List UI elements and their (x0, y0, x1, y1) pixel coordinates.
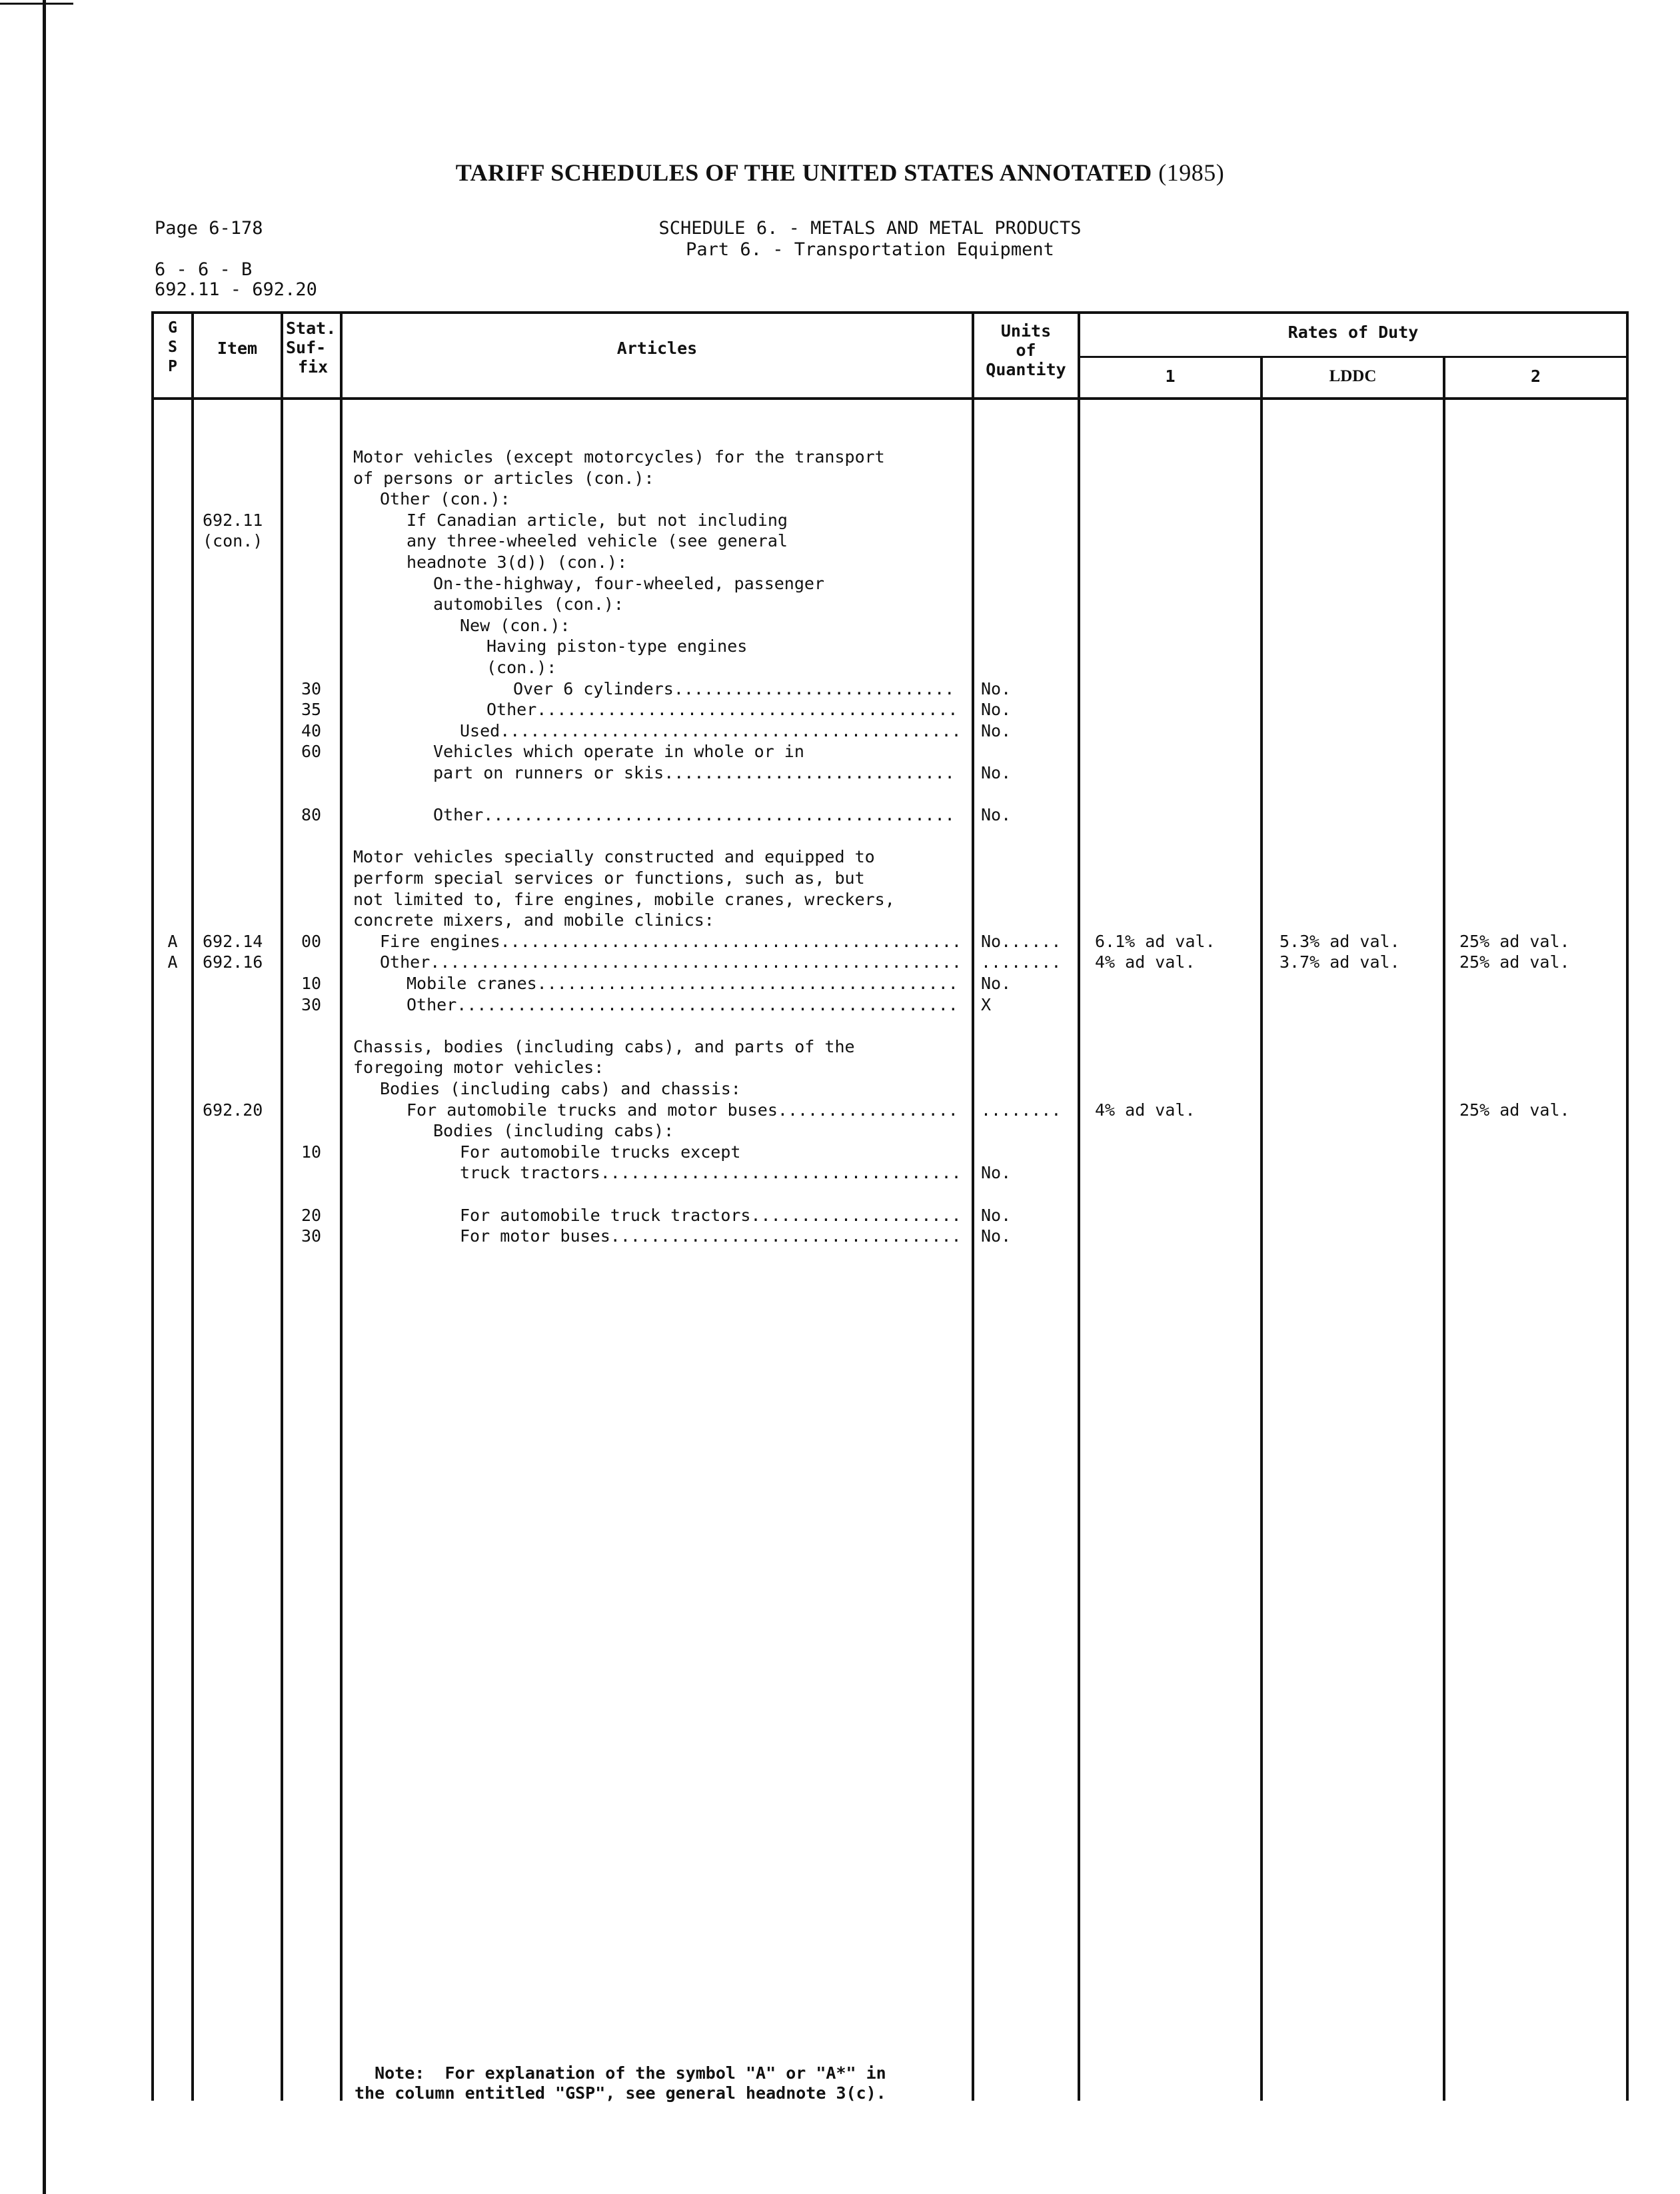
header-rate-col2: 2 (1530, 367, 1541, 386)
article-text: of persons or articles (con.): (353, 469, 654, 488)
article-text: Other (380, 952, 430, 972)
header-rate-col1: 1 (1165, 367, 1176, 386)
article-description (433, 574, 958, 594)
header-stat-line2: Suf- (286, 338, 327, 357)
header-units-line3: Quantity (986, 360, 1066, 379)
article-text: Other (407, 995, 457, 1014)
article-description (486, 658, 958, 678)
col-line-4 (972, 311, 974, 2101)
units-cell: No. (981, 1206, 1012, 1225)
article-text: Motor vehicles specially constructed and equipped to (353, 847, 875, 866)
header-units (974, 321, 1078, 379)
title-year: (1985) (1158, 159, 1225, 186)
note-line-1: Note: For explanation of the symbol "A" or "A*" in (355, 2063, 886, 2083)
article-text: For automobile trucks and motor buses (407, 1100, 778, 1120)
units-cell: No. (981, 805, 1012, 824)
header-bottom-border (151, 397, 1629, 400)
article-text: Chassis, bodies (including cabs), and parts of the (353, 1037, 855, 1056)
article-description (380, 1079, 958, 1099)
article-text: Mobile cranes (407, 974, 537, 993)
stat-suffix-cell: 40 (301, 721, 322, 740)
rate-col1-cell: 4% ad val. (1095, 1100, 1196, 1120)
dot-leader (536, 700, 958, 719)
article-description (407, 531, 958, 551)
article-description (460, 721, 958, 741)
article-text: (con.): (486, 658, 557, 677)
article-description (353, 847, 958, 867)
article-description (407, 1100, 958, 1120)
units-cell: X (981, 995, 992, 1014)
note-line-2: the column entitled "GSP", see general headnote 3(c). (355, 2083, 886, 2103)
units-cell: No. (981, 974, 1012, 993)
article-text: New (con.): (460, 616, 570, 635)
page-title (0, 159, 1680, 187)
col-line-2 (281, 311, 283, 2101)
article-text: Fire engines (380, 932, 500, 951)
gsp-cell: A (167, 952, 178, 972)
article-text: Motor vehicles (except motorcycles) for the transport (353, 447, 885, 467)
dot-leader (610, 1226, 958, 1246)
article-description (433, 805, 958, 825)
article-text: Used (460, 721, 500, 740)
article-description (433, 742, 958, 762)
dot-leader (600, 1163, 958, 1182)
header-gsp-p: P (168, 358, 177, 375)
stat-suffix-cell: 10 (301, 1142, 322, 1162)
article-description (433, 763, 958, 783)
rate-col1-cell: 4% ad val. (1095, 952, 1196, 972)
item-range: 692.11 - 692.20 (155, 279, 317, 300)
col-line-3 (340, 311, 343, 2101)
col-line-5 (1078, 311, 1080, 2101)
article-description (460, 1226, 958, 1246)
article-text: foregoing motor vehicles: (353, 1058, 604, 1077)
col-line-1 (191, 311, 194, 2101)
article-text: For automobile truck tractors (460, 1206, 751, 1225)
schedule-ref: 6 - 6 - B (155, 259, 253, 280)
article-description (353, 868, 958, 888)
article-description (460, 616, 958, 636)
units-cell: No. (981, 700, 1012, 719)
article-description (407, 995, 958, 1015)
dot-leader (500, 932, 958, 951)
stat-suffix-cell: 60 (301, 742, 322, 761)
header-units-line2: of (1016, 341, 1036, 360)
header-stat-suffix (283, 319, 343, 377)
header-item: Item (217, 339, 258, 358)
article-description (407, 511, 958, 531)
header-rates-of-duty: Rates of Duty (1287, 323, 1419, 342)
dot-leader (483, 805, 958, 824)
article-description (353, 890, 958, 910)
dot-leader (674, 679, 958, 698)
article-text: automobiles (con.): (433, 594, 624, 614)
article-description (353, 1037, 958, 1057)
item-cell: 692.16 (203, 952, 263, 972)
item-cell: 692.14 (203, 932, 263, 951)
units-cell: No. (981, 679, 1012, 698)
article-text: Over 6 cylinders (513, 679, 674, 698)
stat-suffix-cell: 30 (301, 679, 322, 698)
rate-col1-cell: 6.1% ad val. (1095, 932, 1216, 951)
page-number: Page 6-178 (155, 218, 263, 239)
article-description (407, 552, 958, 572)
article-description (513, 679, 958, 699)
stat-suffix-cell: 20 (301, 1206, 322, 1225)
part-title: Part 6. - Transportation Equipment (686, 239, 1054, 260)
stat-suffix-cell: 30 (301, 1226, 322, 1246)
binding-edge-line (43, 0, 46, 2194)
dot-leader (456, 995, 958, 1014)
article-description (353, 469, 958, 489)
units-cell: No. (981, 763, 1012, 782)
article-text: Bodies (including cabs): (433, 1121, 674, 1140)
rate-col2-cell: 25% ad val. (1459, 952, 1570, 972)
col-line-7 (1443, 356, 1445, 2101)
article-text: perform special services or functions, such as, but (353, 868, 865, 888)
dot-leader (751, 1206, 959, 1225)
header-articles: Articles (616, 339, 698, 358)
article-text: On-the-highway, four-wheeled, passenger (433, 574, 824, 593)
units-cell: ........ (981, 1100, 1062, 1120)
article-description (353, 910, 958, 930)
article-text: For automobile trucks except (460, 1142, 741, 1162)
article-description (460, 1142, 958, 1162)
rate-lddc-cell: 5.3% ad val. (1279, 932, 1400, 951)
article-description (433, 1121, 958, 1141)
dot-leader (537, 974, 958, 993)
article-text: Other (con.): (380, 489, 510, 509)
header-stat-line3: fix (298, 357, 329, 377)
col-line-6 (1260, 356, 1263, 2101)
article-text: Vehicles which operate in whole or in (433, 742, 804, 761)
header-rate-lddc: LDDC (1329, 367, 1377, 385)
stat-suffix-cell: 30 (301, 995, 322, 1014)
item-cell: 692.20 (203, 1100, 263, 1120)
article-text: For motor buses (460, 1226, 610, 1246)
article-text: Bodies (including cabs) and chassis: (380, 1079, 741, 1098)
units-cell: No. (981, 1226, 1012, 1246)
article-description (353, 1058, 958, 1078)
article-text: any three-wheeled vehicle (see general (407, 531, 788, 550)
dot-leader (778, 1100, 958, 1120)
rates-subheader-line (1078, 356, 1629, 358)
stat-suffix-cell: 35 (301, 700, 322, 719)
article-description (486, 700, 958, 720)
article-description (460, 1163, 958, 1183)
article-description (486, 636, 958, 656)
article-description (380, 932, 958, 952)
header-gsp-s: S (168, 339, 177, 356)
item-cell: (con.) (203, 531, 263, 550)
rate-col2-cell: 25% ad val. (1459, 932, 1570, 951)
table-top-border (151, 311, 1629, 314)
corner-mark (0, 3, 73, 5)
article-description (433, 594, 958, 614)
article-text: headnote 3(d)) (con.): (407, 552, 628, 572)
dot-leader (664, 763, 958, 782)
units-cell: No...... (981, 932, 1062, 951)
article-text: Having piston-type engines (486, 636, 748, 656)
article-text: part on runners or skis (433, 763, 664, 782)
article-description (353, 447, 958, 467)
article-text: not limited to, fire engines, mobile cranes, wreckers, (353, 890, 895, 909)
dot-leader (500, 721, 958, 740)
article-text: If Canadian article, but not including (407, 511, 788, 530)
rate-lddc-cell: 3.7% ad val. (1279, 952, 1400, 972)
stat-suffix-cell: 10 (301, 974, 322, 993)
article-text: truck tractors (460, 1163, 600, 1182)
header-gsp (154, 319, 191, 377)
item-cell: 692.11 (203, 511, 263, 530)
units-cell: ........ (981, 952, 1062, 972)
rate-col2-cell: 25% ad val. (1459, 1100, 1570, 1120)
stat-suffix-cell: 00 (301, 932, 322, 951)
article-text: Other (433, 805, 484, 824)
units-cell: No. (981, 721, 1012, 740)
article-description (407, 974, 958, 994)
gsp-cell: A (167, 932, 178, 951)
dot-leader (430, 952, 958, 972)
units-cell: No. (981, 1163, 1012, 1182)
article-text: Other (486, 700, 537, 719)
header-gsp-g: G (168, 319, 177, 337)
schedule-title: SCHEDULE 6. - METALS AND METAL PRODUCTS (658, 218, 1082, 239)
article-text: concrete mixers, and mobile clinics: (353, 910, 714, 930)
col-line-0 (151, 311, 154, 2101)
title-text: TARIFF SCHEDULES OF THE UNITED STATES ANNOTATED (455, 159, 1152, 186)
article-description (380, 952, 958, 972)
stat-suffix-cell: 80 (301, 805, 322, 824)
article-description (380, 489, 958, 509)
header-stat-line1: Stat. (286, 319, 337, 338)
article-description (460, 1206, 958, 1226)
header-units-line1: Units (1000, 321, 1052, 341)
col-line-8 (1626, 311, 1629, 2101)
